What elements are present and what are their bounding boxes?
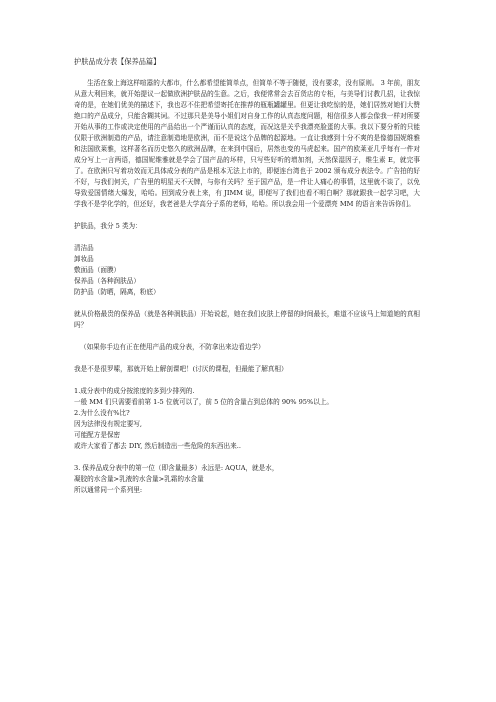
- reminder-line: 我是不是很罗嗦，那就开始上解剖课吧！(讨厌的课程，但最能了解真相）: [74, 365, 288, 373]
- list-item: 一般 MM 们只需要看前第 1-5 位就可以了，前 5 位的含量占到总体的 90% 95%以上。: [74, 398, 334, 406]
- list-item: 保养品（各种润肤品）: [74, 277, 140, 285]
- tip-line: （如果你手边有正在使用产品的成分表，不防拿出来边看边学）: [80, 343, 265, 351]
- list-item: 防护品（防晒，隔离，粉底）: [74, 288, 160, 296]
- intro-paragraph: 生活在象上海这样喧嚣的大都市，什么都希望能简单点，但简单不等于随便，没有要求，没有原则。 3 年前，朋友从意大利回来，就开始提议一起做欧洲护肤品的生意。之后，我便常常会去百货店的专柜，与美导们讨教几招，让我惊奇的是，在她们优美的描述下，我也忍不住把希望寄托在推荐的瓶瓶罐罐里。但更让我吃惊的是，她们居然对她们大赞绝口的产品成分，只能含糊其词。不过那只是美导小姐们对自身工作的认真态度问题，相信很多人都会像我一样对所要开始从事的工作或决定使用的产品给出一个严谨而认真的态度，而况这是关乎我漂亮脸蛋的大事。我以下要分析的只能仅限于欧洲制造的产品，请注意制造地是欧洲，而不是说这个品牌的起源地。一直让我感到十分不爽的是像德国妮维雅和法国欧莱雅，这样著名而历史悠久的欧洲品牌，在来到中国后，居然也变的马虎起来。国产的欧莱亚几乎每有一件对成分写上一言两语，德国妮维雅就是学会了国产品的坏样，只写些好听的增加剂，天然保湿因子，维生素 E，就完事了。在欧洲只写着功效而无具体成分表的产品是根本无法上市的，即便连台湾也于 2002 颁布成分表法令。广告拍的好不好，与我们何关，广告里的明星天不天牌，与你有关吗？至于国产品，是一件让人痛心的事情，这里就不谈了，以免导致爱国情绪大爆发，哈哈。回到成分表上来，有 JIMM 说，即便写了我们也看不明白啊？那就跟我一起学习吧，大学我不是学化学的，但还好，我老爸是大学高分子系的老师，哈哈。所以我会用一个爱漂亮 MM 的语言来告诉你们。: [74, 79, 420, 208]
- list-item: 清洁品: [74, 244, 94, 252]
- list-item: 1.成分表中的成分按浓度的多到少排列的.: [74, 387, 195, 395]
- category-heading: 护肤品，我分 5 类为：: [74, 222, 142, 230]
- list-item: 敷面品（面膜）: [74, 266, 121, 274]
- list-item: 3. 保养品成分表中的第一位（即含量最多）永远是: AQUA，就是水，: [74, 464, 279, 472]
- list-item: 所以通常同一个系列里:: [74, 486, 143, 494]
- list-item: 2.为什么没有%比?: [74, 409, 130, 417]
- document-page: [74, 56, 420, 496]
- document-title: 护肤品成分表【保养品篇】: [74, 57, 161, 66]
- list-item: 因为法律没有规定要写,: [74, 420, 143, 428]
- focus-paragraph: 就从价格最贵的保养品（就是各种润肤品）开始说起，她在我们皮肤上停留的时间最长，难道不应该马上知道她的真相吗？: [74, 310, 420, 329]
- category-list: [74, 243, 420, 298]
- list-item: 卸妆品: [74, 255, 94, 263]
- points-list: [74, 386, 420, 496]
- list-item: 或许大家看了都去 DIY, 然后制造出一些危险的东西出来..: [74, 442, 241, 450]
- list-item: 凝胶的水含量>乳液的水含量>乳霜的水含量: [74, 475, 204, 483]
- list-item: 可能配方是保密: [74, 431, 121, 439]
